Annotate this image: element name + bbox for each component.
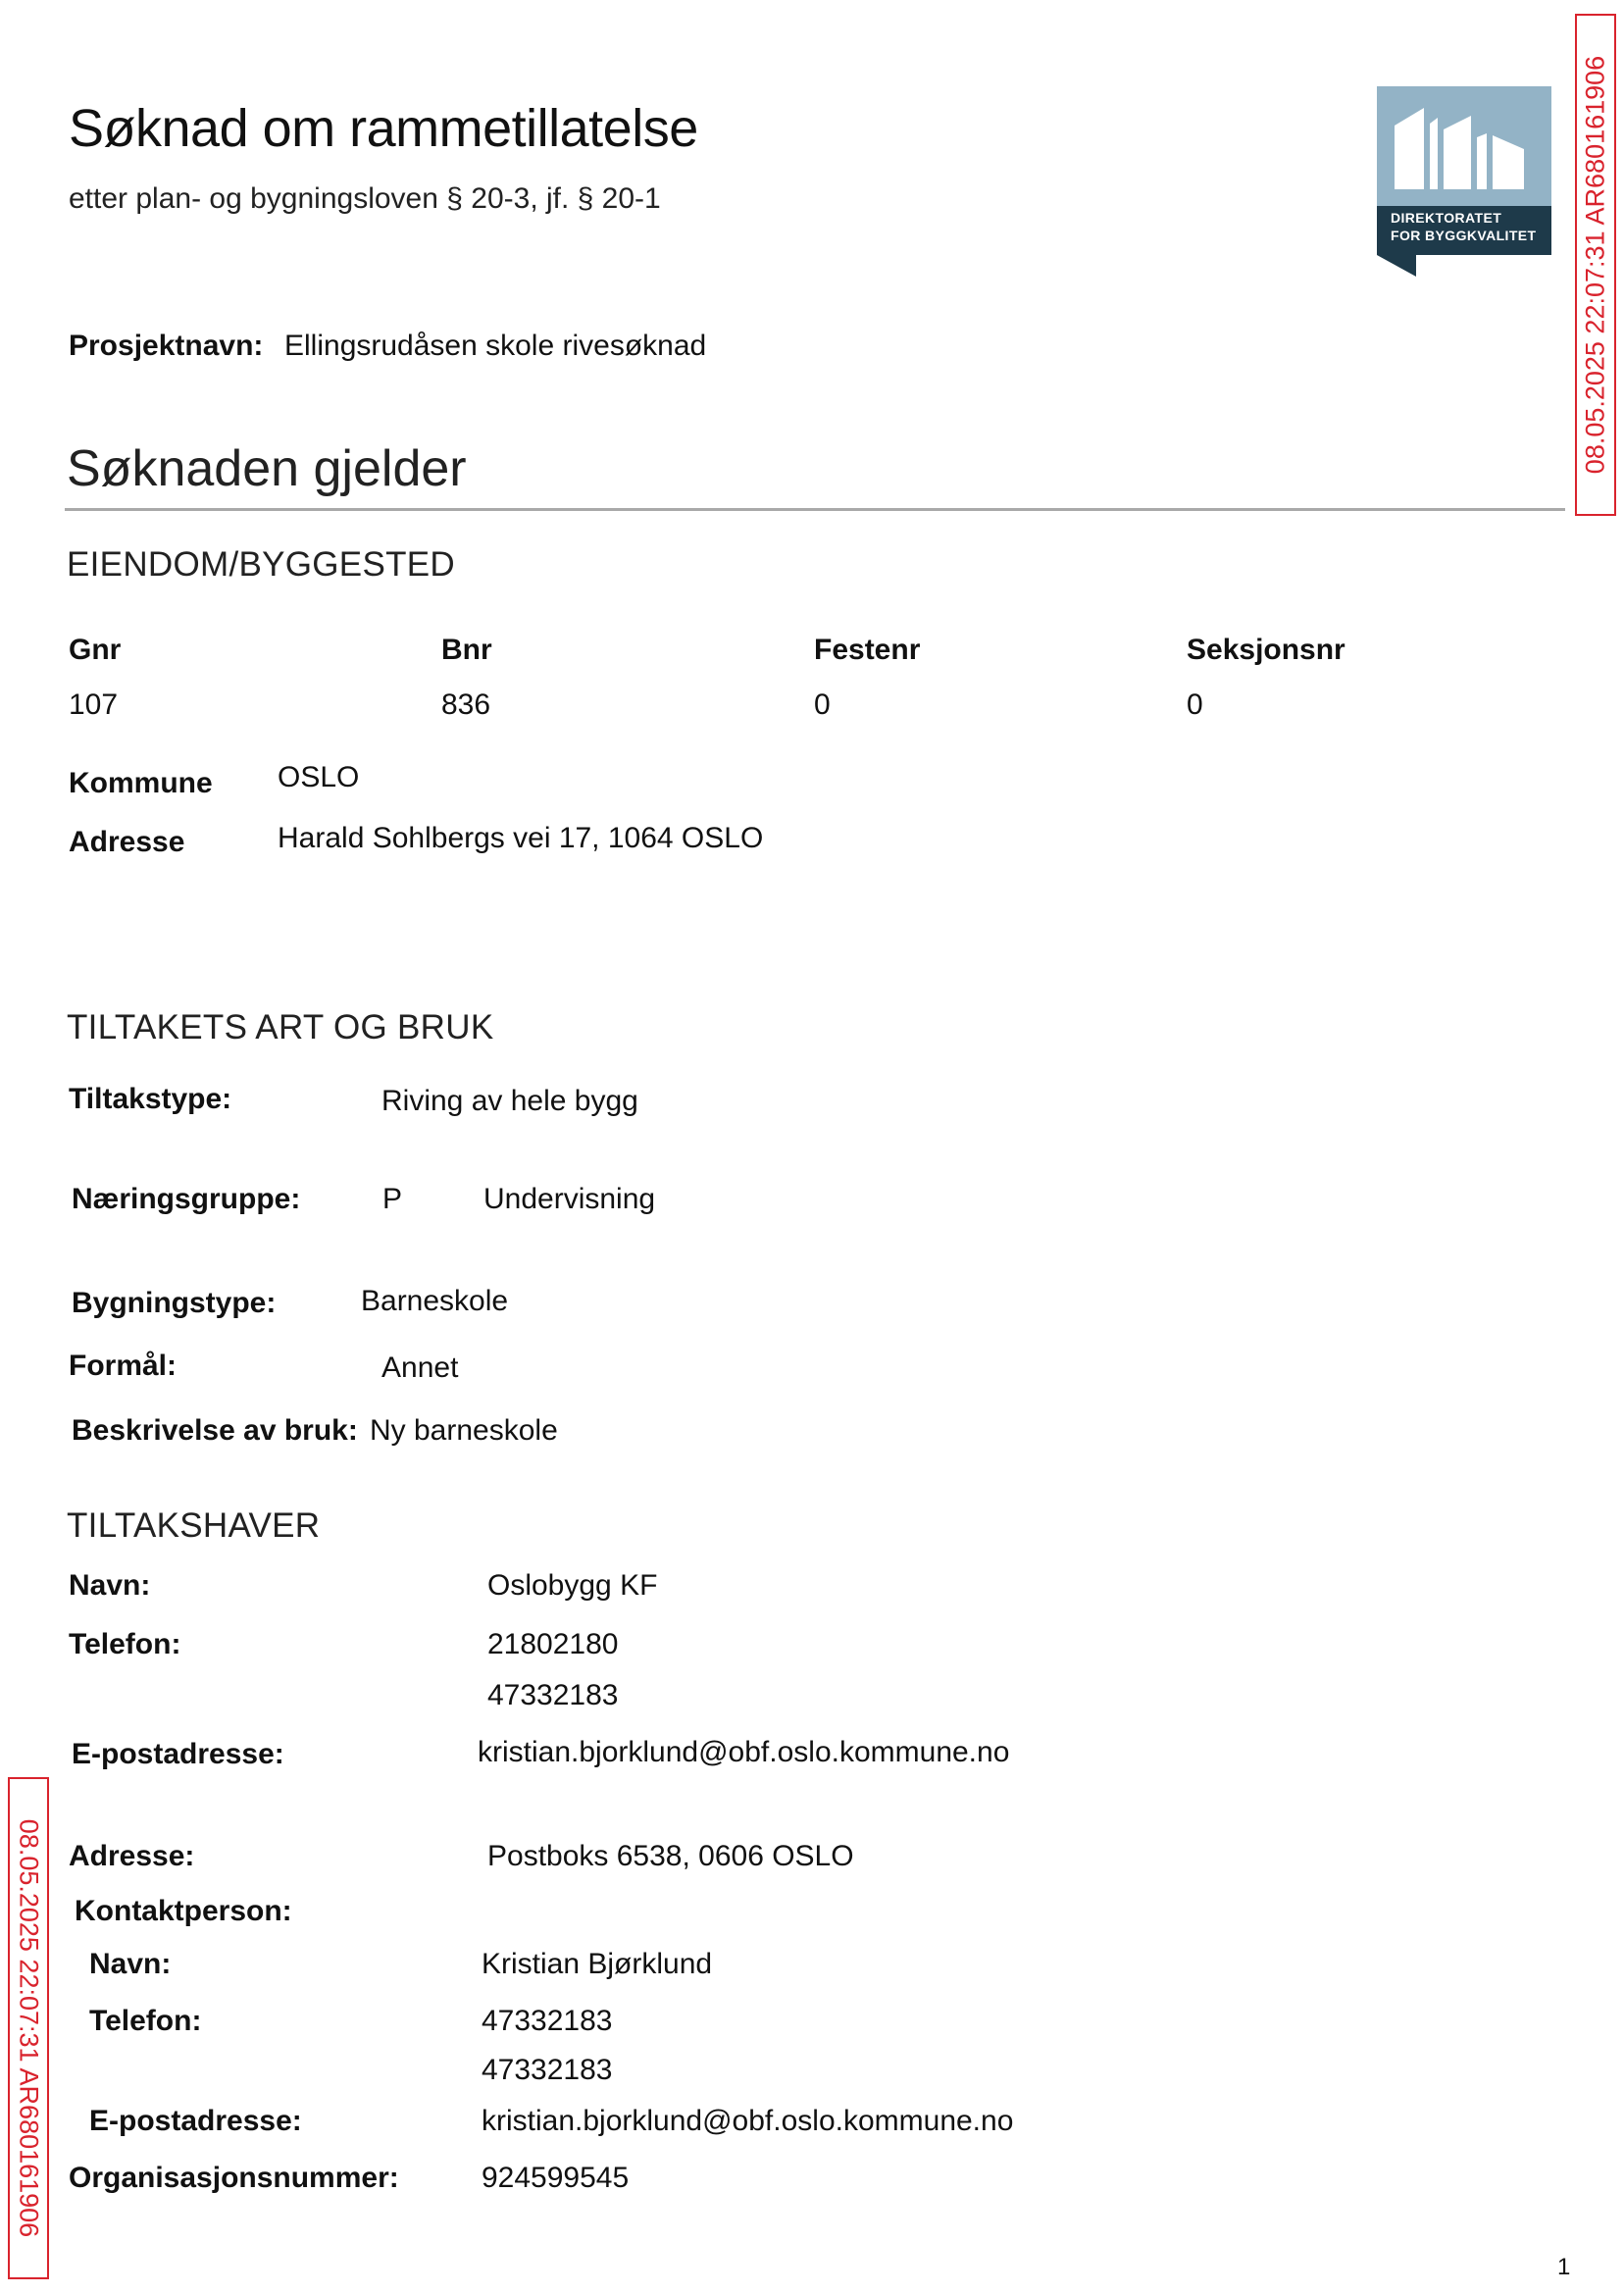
adresse-label: Adresse — [69, 826, 185, 858]
kp-telefon-value-2: 47332183 — [482, 2054, 613, 2086]
beskrivelse-value: Ny barneskole — [370, 1414, 558, 1447]
org-value: 924599545 — [482, 2162, 630, 2194]
stamp-right-text: 08.05.2025 22:07:31 AR680161906 — [1580, 55, 1610, 475]
building-logo-icon — [1377, 86, 1551, 277]
th-telefon-value-1: 21802180 — [487, 1628, 619, 1660]
th-adresse-value: Postboks 6538, 0606 OSLO — [487, 1840, 854, 1872]
naeringsgruppe-code: P — [382, 1183, 403, 1215]
th-navn-label: Navn: — [69, 1569, 151, 1602]
bygningstype-label: Bygningstype: — [72, 1287, 277, 1319]
stamp-left-text: 08.05.2025 22:07:31 AR680161906 — [14, 1818, 44, 2238]
property-heading: EIENDOM/BYGGESTED — [67, 545, 455, 584]
tiltakshaver-heading: TILTAKSHAVER — [67, 1506, 321, 1545]
adresse-value: Harald Sohlbergs vei 17, 1064 OSLO — [278, 822, 764, 854]
section-title: Søknaden gjelder — [67, 440, 467, 497]
kontakt-label: Kontaktperson: — [75, 1895, 292, 1927]
naeringsgruppe-value: Undervisning — [483, 1183, 656, 1215]
col-seksjonsnr: Seksjonsnr — [1187, 634, 1345, 666]
tiltak-heading: TILTAKETS ART OG BRUK — [67, 1008, 494, 1046]
th-telefon-value-2: 47332183 — [487, 1679, 619, 1711]
col-bnr: Bnr — [441, 634, 492, 666]
beskrivelse-label: Beskrivelse av bruk: — [72, 1414, 358, 1447]
section-divider — [65, 508, 1565, 511]
stamp-left — [8, 1777, 49, 2279]
naeringsgruppe-label: Næringsgruppe: — [72, 1183, 301, 1215]
formal-label: Formål: — [69, 1350, 178, 1382]
th-adresse-label: Adresse: — [69, 1840, 195, 1872]
logo-text-line2: FOR BYGGKVALITET — [1391, 228, 1537, 243]
th-telefon-label: Telefon: — [69, 1628, 181, 1660]
kp-telefon-value-1: 47332183 — [482, 2005, 613, 2037]
kp-epost-value: kristian.bjorklund@obf.oslo.kommune.no — [482, 2105, 1014, 2137]
formal-value: Annet — [381, 1351, 459, 1384]
dibk-logo — [1377, 86, 1551, 277]
val-gnr: 107 — [69, 688, 119, 721]
kommune-label: Kommune — [69, 767, 213, 799]
page-number: 1 — [1557, 2254, 1571, 2280]
th-epost-label: E-postadresse: — [72, 1738, 284, 1770]
tiltakstype-value: Riving av hele bygg — [381, 1085, 638, 1117]
kp-navn-value: Kristian Bjørklund — [482, 1948, 713, 1980]
kp-telefon-label: Telefon: — [89, 2005, 202, 2037]
kommune-value: OSLO — [278, 761, 360, 793]
org-label: Organisasjonsnummer: — [69, 2162, 399, 2194]
val-festenr: 0 — [814, 688, 831, 721]
kp-navn-label: Navn: — [89, 1948, 172, 1980]
kp-epost-label: E-postadresse: — [89, 2105, 302, 2137]
th-epost-value: kristian.bjorklund@obf.oslo.kommune.no — [478, 1736, 1010, 1768]
col-gnr: Gnr — [69, 634, 122, 666]
document-title: Søknad om rammetillatelse — [69, 99, 698, 158]
logo-text-line1: DIREKTORATET — [1391, 210, 1502, 226]
project-label: Prosjektnavn: — [69, 330, 264, 362]
val-seksjonsnr: 0 — [1187, 688, 1203, 721]
project-value: Ellingsrudåsen skole rivesøknad — [284, 330, 707, 362]
bygningstype-value: Barneskole — [361, 1285, 509, 1317]
val-bnr: 836 — [441, 688, 491, 721]
stamp-right — [1575, 14, 1616, 516]
tiltakstype-label: Tiltakstype: — [69, 1083, 232, 1115]
document-subtitle: etter plan- og bygningsloven § 20-3, jf. § 20-1 — [69, 182, 661, 215]
th-navn-value: Oslobygg KF — [487, 1569, 658, 1602]
col-festenr: Festenr — [814, 634, 921, 666]
